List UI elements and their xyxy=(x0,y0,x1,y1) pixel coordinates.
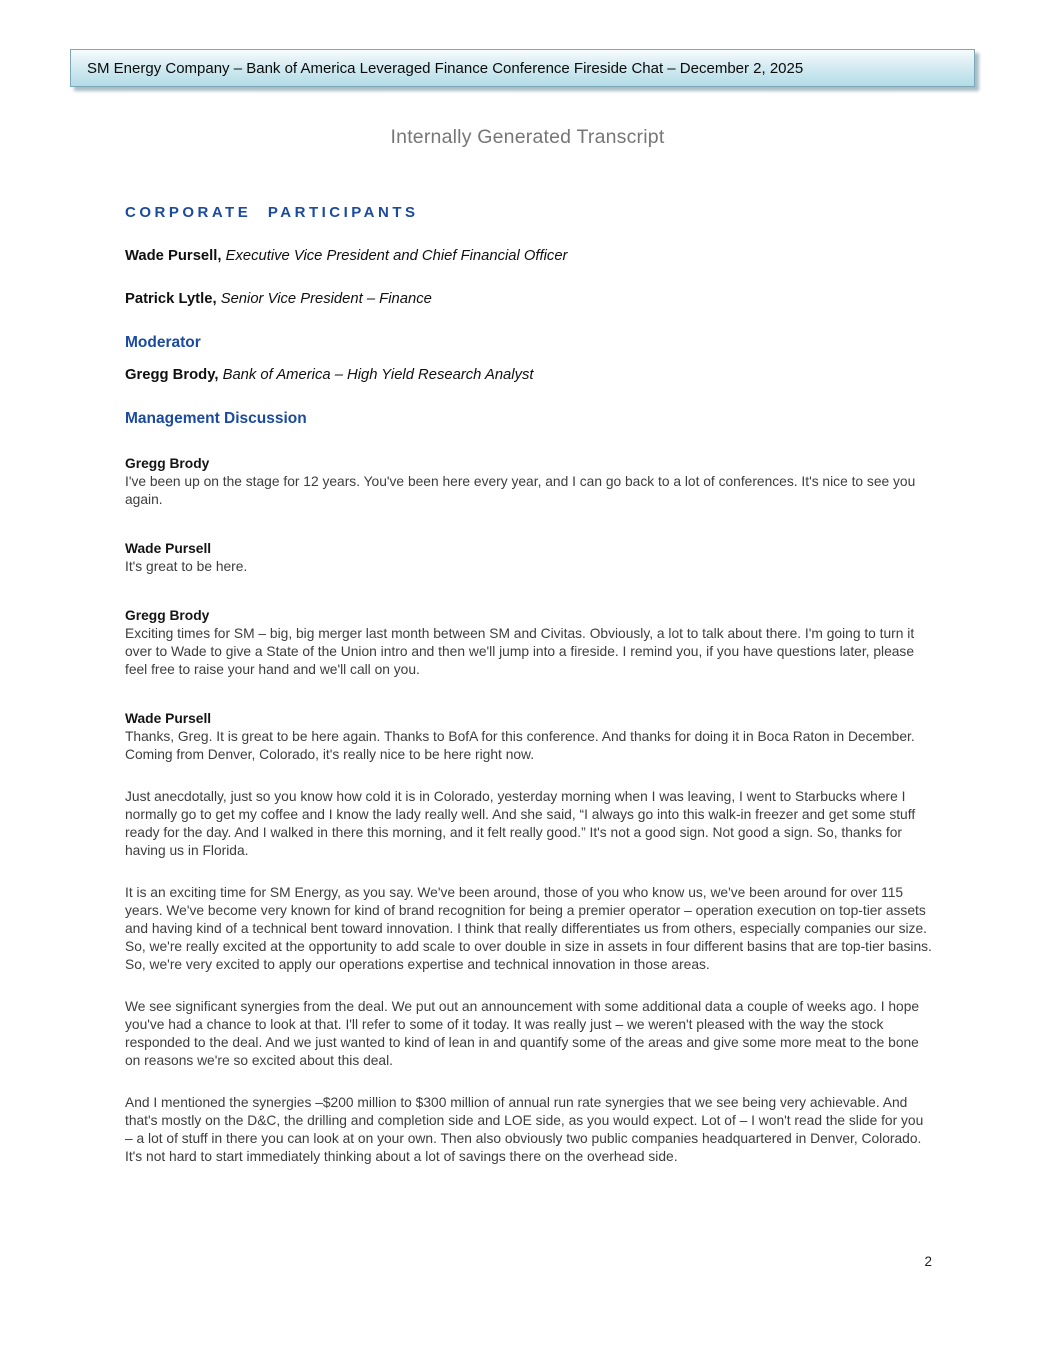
participant-role: Executive Vice President and Chief Financial Officer xyxy=(225,248,568,264)
participant-role: Senior Vice President – Finance xyxy=(220,291,432,307)
participant-line xyxy=(125,290,933,309)
moderator-name: Gregg Brody, xyxy=(125,367,219,383)
participant-name: Patrick Lytle, xyxy=(125,291,217,307)
speech-paragraph: Exciting times for SM – big, big merger last month between SM and Civitas. Obviously, a lot to talk about there. I'm going to turn it over to Wade to give a State of the Union intro and then we'll jump into a fireside. I remind you, if you have questions later, please feel free to raise your hand and we'll call on you. xyxy=(125,626,915,677)
speech-paragraph: It is an exciting time for SM Energy, as you say. We've been around, those of you who know us, we've been around for over 115 years. We've become very known for kind of brand recognition for being a premier operator – operation execution on top-tier assets and having kind of a technical bent toward innovation. I think that really differentiates us from others, especially companies our size. So, we're really excited at the opportunity to add scale to over double in size in assets in four different basins that are top-tier basins. So, we're very excited to apply our operations expertise and technical innovation in those areas. xyxy=(125,885,932,972)
document-body xyxy=(125,203,933,1197)
speech-block xyxy=(125,607,933,679)
speaker-name: Gregg Brody xyxy=(125,608,210,623)
moderator-role: Bank of America – High Yield Research Analyst xyxy=(222,367,534,383)
moderator-line xyxy=(125,366,933,385)
speech-block xyxy=(125,540,933,576)
speech-paragraph: Thanks, Greg. It is great to be here again. Thanks to BofA for this conference. And thanks for doing it in Boca Raton in December. Coming from Denver, Colorado, it's really nice to be here right now. xyxy=(125,729,915,762)
speech-paragraph: Just anecdotally, just so you know how cold it is in Colorado, yesterday morning when I was leaving, I went to Starbucks where I normally go to get my coffee and I know the lady really well. And she said, “I always go into this walk-in freezer and get some stuff ready for the day. And I walked in there this morning, and it felt really good.” It's not a good sign. Not good a sign. So, thanks for having us in Florida. xyxy=(125,789,916,858)
page-number: 2 xyxy=(924,1254,932,1269)
speech-paragraph: I've been up on the stage for 12 years. You've been here every year, and I can go back to a lot of conferences. It's nice to see you again. xyxy=(125,474,916,507)
speech-block xyxy=(125,710,933,1166)
moderator-heading: Moderator xyxy=(125,334,201,351)
banner-title-text: SM Energy Company – Bank of America Leveraged Finance Conference Fireside Chat – December 2, 2025 xyxy=(87,59,804,77)
header-banner xyxy=(70,49,975,87)
participant-name: Wade Pursell, xyxy=(125,248,222,264)
management-discussion-heading: Management Discussion xyxy=(125,410,307,427)
corporate-participants-heading: CORPORATE PARTICIPANTS xyxy=(125,204,419,221)
participant-line xyxy=(125,247,933,266)
speech-block xyxy=(125,455,933,509)
speech-paragraph: It's great to be here. xyxy=(125,559,248,574)
speech-paragraph: We see significant synergies from the deal. We put out an announcement with some additional data a couple of weeks ago. I hope you've had a chance to look at that. I'll refer to some of it today. It was really just – we weren't pleased with the way the stock responded to the deal. And we just wanted to kind of lean in and quantify some of the areas and give some more meat to the bone on reasons we're so excited about this deal. xyxy=(125,999,920,1068)
document-title: Internally Generated Transcript xyxy=(390,126,665,148)
speech-paragraph: And I mentioned the synergies –$200 million to $300 million of annual run rate synergies that we see being very achievable. And that's mostly on the D&C, the drilling and completion side and LOE side, as you would expect. Lot of – I won't read the slide for you – a lot of stuff in there you can look at on your own. Then also obviously two public companies headquartered in Denver, Colorado. It's not hard to start immediately thinking about a lot of savings there on the overhead side. xyxy=(125,1095,924,1164)
speaker-name: Wade Pursell xyxy=(125,541,212,556)
speaker-name: Gregg Brody xyxy=(125,456,210,471)
speaker-name: Wade Pursell xyxy=(125,711,212,726)
